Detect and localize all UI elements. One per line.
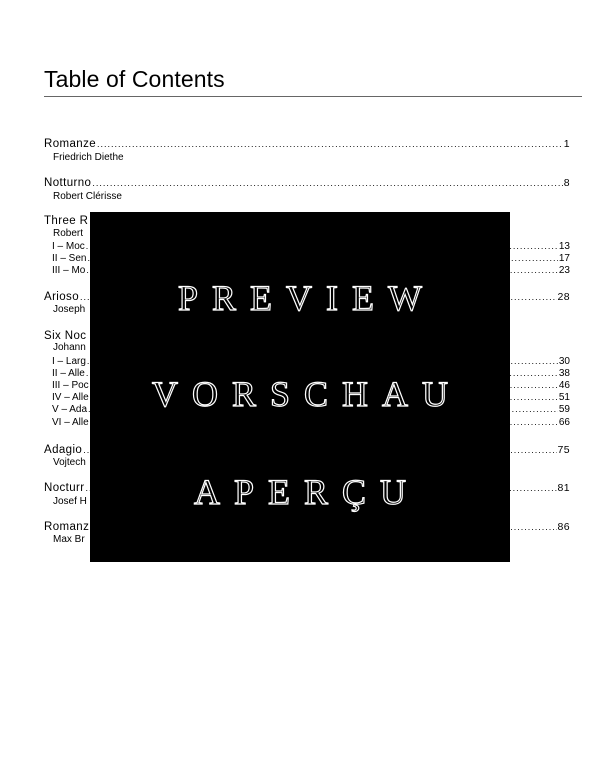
toc-page-number: 86 — [557, 521, 570, 533]
toc-page-number: 17 — [558, 253, 570, 264]
toc-composer: Johann — [53, 342, 86, 353]
toc-movement-title: I – Larg — [52, 356, 86, 367]
toc-page-number: 30 — [558, 356, 570, 367]
toc-movement-title: II – Alle — [52, 368, 85, 379]
toc-page-number: 28 — [557, 291, 570, 303]
page-title: Table of Contents — [44, 66, 225, 92]
toc-entry-title: Adagio — [44, 444, 83, 456]
toc-composer: Friedrich Diethe — [53, 152, 124, 163]
toc-page-number: 1 — [563, 138, 570, 150]
toc-movement-title: V – Ada — [52, 404, 88, 415]
title-divider — [44, 96, 582, 97]
toc-composer: Robert — [53, 228, 84, 239]
toc-entry-title: Three R — [44, 215, 89, 227]
toc-entry-notturno[interactable] — [44, 177, 570, 190]
toc-entry-title: Arioso — [44, 291, 79, 303]
watermark-text: PREVIEW — [178, 278, 436, 318]
toc-page-number: 66 — [558, 417, 570, 428]
toc-entry-title: Nocturr — [44, 482, 85, 494]
toc-page-number: 59 — [558, 404, 570, 415]
toc-entry-title: Notturno — [44, 177, 92, 189]
preview-watermark-overlay — [90, 212, 510, 562]
dot-leader — [92, 177, 562, 190]
toc-movement-title: II – Sen — [52, 253, 87, 264]
toc-composer: Vojtech — [53, 457, 86, 468]
toc-entry-title: Romanze — [44, 138, 97, 150]
toc-movement-title: VI – Alle — [52, 417, 89, 428]
toc-movement-title: I – Moc — [52, 241, 85, 252]
toc-entry-romanze[interactable] — [44, 138, 570, 151]
watermark-text: VORSCHAU — [151, 374, 463, 414]
toc-page-number: 8 — [563, 177, 570, 189]
toc-page-number: 38 — [558, 368, 570, 379]
dot-leader — [97, 138, 563, 151]
toc-composer: Max Br — [53, 534, 85, 545]
toc-movement-title: III – Mo — [52, 265, 86, 276]
watermark-text: APERÇU — [193, 472, 421, 512]
toc-composer: Josef H — [53, 496, 87, 507]
toc-movement-title: III – Poc — [52, 380, 89, 391]
toc-composer: Joseph — [53, 304, 86, 315]
toc-page-number: 23 — [558, 265, 570, 276]
toc-page-number: 13 — [558, 241, 570, 252]
toc-page-number: 81 — [557, 482, 570, 494]
toc-entry-title: Six Noc — [44, 330, 87, 342]
toc-page-number: 51 — [558, 392, 570, 403]
toc-page-number: 75 — [557, 444, 570, 456]
toc-movement-title: IV – Alle — [52, 392, 89, 403]
toc-entry-title: Romanz — [44, 521, 90, 533]
toc-page-number: 46 — [558, 380, 570, 391]
toc-composer: Robert Clérisse — [53, 191, 122, 202]
